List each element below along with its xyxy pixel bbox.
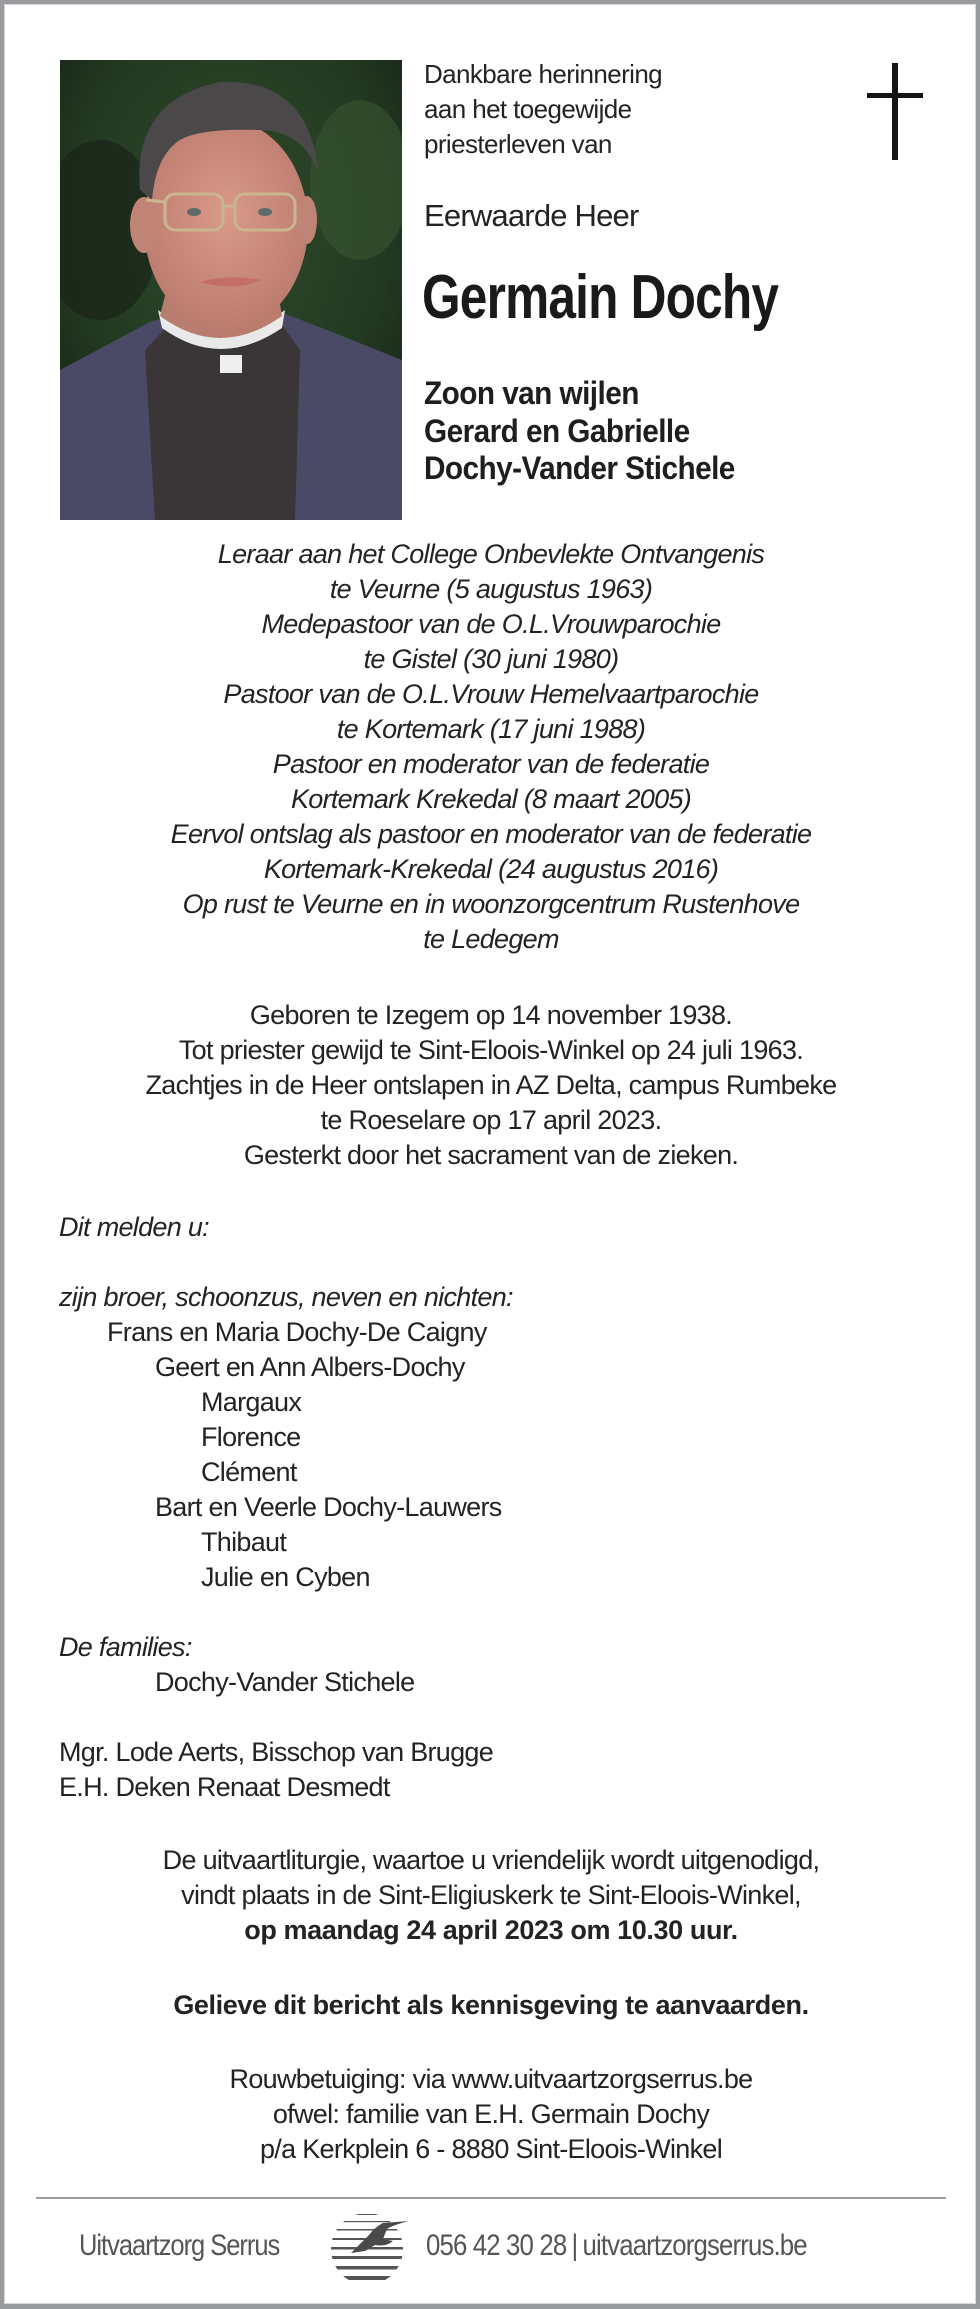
separator: | (571, 2229, 578, 2262)
intro-line: Dankbare herinnering (424, 59, 663, 89)
career-line: te Kortemark (17 juni 1988) (336, 714, 646, 744)
cross-icon (867, 63, 923, 160)
parents-line: Zoon van wijlen (424, 375, 639, 411)
clergy-entry: Mgr. Lode Aerts, Bisschop van Brugge (59, 1737, 494, 1767)
career-list (5, 537, 977, 957)
relative-entry: Margaux (201, 1387, 302, 1417)
bio-line: Gesterkt door het sacrament van de zieken. (243, 1140, 739, 1170)
career-line: Pastoor van de O.L.Vrouw Hemelvaartparochie (223, 679, 759, 709)
parents-line: Dochy-Vander Stichele (424, 450, 735, 486)
funeral-datetime: op maandag 24 april 2023 om 10.30 uur. (244, 1915, 738, 1945)
families-heading: De families: (59, 1632, 192, 1662)
intro-text (424, 57, 662, 162)
relatives-heading: zijn broer, schoonzus, neven en nichten: (59, 1282, 513, 1312)
biography (5, 998, 977, 1173)
intro-line: priesterleven van (424, 129, 612, 159)
bio-line: Zachtjes in de Heer ontslapen in AZ Delta, campus Rumbeke (145, 1070, 837, 1100)
obituary-card (4, 4, 976, 2304)
funeral-details (5, 1843, 977, 1948)
career-line: Op rust te Veurne en in woonzorgcentrum Rustenhove (182, 889, 800, 919)
relative-entry: Thibaut (201, 1527, 287, 1557)
seagull-logo-icon (331, 2209, 409, 2287)
clergy-list (59, 1735, 493, 1805)
funeral-home-footer (5, 2207, 977, 2287)
career-line: te Veurne (5 augustus 1963) (329, 574, 653, 604)
intro-line: aan het toegewijde (424, 94, 632, 124)
relative-entry: Frans en Maria Dochy-De Caigny (107, 1317, 487, 1347)
relative-entry: Clément (201, 1457, 297, 1487)
website-link[interactable]: uitvaartzorgserrus.be (582, 2229, 807, 2262)
career-line: te Ledegem (423, 924, 559, 954)
cross-horizontal-bar (867, 93, 923, 98)
funeral-home-name: Uitvaartzorg Serrus (79, 2229, 280, 2262)
condolence-line: p/a Kerkplein 6 - 8880 Sint-Eloois-Winkel (259, 2134, 723, 2164)
parents-text (424, 375, 758, 488)
condolence-line: ofwel: familie van E.H. Germain Dochy (272, 2099, 710, 2129)
clergy-entry: E.H. Deken Renaat Desmedt (59, 1772, 390, 1802)
contact-info (426, 2229, 807, 2263)
families-list (59, 1630, 414, 1700)
relative-entry: Julie en Cyben (201, 1562, 370, 1592)
bio-line: te Roeselare op 17 april 2023. (320, 1105, 662, 1135)
parents-line: Gerard en Gabrielle (424, 412, 690, 449)
career-line: Pastoor en moderator van de federatie (272, 749, 710, 779)
career-line: Eervol ontslag als pastoor en moderator van de federatie (170, 819, 812, 849)
career-line: Kortemark-Krekedal (24 augustus 2016) (263, 854, 719, 884)
bio-line: Geboren te Izegem op 14 november 1938. (249, 1000, 733, 1030)
career-line: Leraar aan het College Onbevlekte Ontvangenis (217, 539, 765, 569)
portrait-photo (60, 60, 402, 520)
phone-number[interactable]: 056 42 30 28 (426, 2229, 567, 2262)
family-entry: Dochy-Vander Stichele (155, 1667, 415, 1697)
footer-divider (36, 2197, 946, 2199)
career-line: Kortemark Krekedal (8 maart 2005) (290, 784, 692, 814)
announcement: Dit melden u: (59, 1212, 209, 1242)
career-line: Medepastoor van de O.L.Vrouwparochie (261, 609, 721, 639)
relative-entry: Geert en Ann Albers-Dochy (155, 1352, 465, 1382)
condolence-info (5, 2062, 977, 2167)
relative-entry: Florence (201, 1422, 301, 1452)
honorific: Eerwaarde Heer (424, 198, 639, 233)
bio-line: Tot priester gewijd te Sint-Eloois-Winkel op 24 juli 1963. (178, 1035, 804, 1065)
relative-entry: Bart en Veerle Dochy-Lauwers (155, 1492, 502, 1522)
relatives-list (59, 1280, 513, 1595)
condolence-line: Rouwbetuiging: via www.uitvaartzorgserrus.be (229, 2064, 753, 2094)
career-line: te Gistel (30 juni 1980) (363, 644, 619, 674)
deceased-name: Germain Dochy (422, 263, 779, 332)
funeral-line: De uitvaartliturgie, waartoe u vriendelijk wordt uitgenodigd, (162, 1845, 820, 1875)
funeral-line: vindt plaats in de Sint-Eligiuskerk te Sint-Eloois-Winkel, (181, 1880, 801, 1910)
notice-text: Gelieve dit bericht als kennisgeving te aanvaarden. (173, 1990, 809, 2020)
cross-vertical-bar (892, 63, 898, 160)
